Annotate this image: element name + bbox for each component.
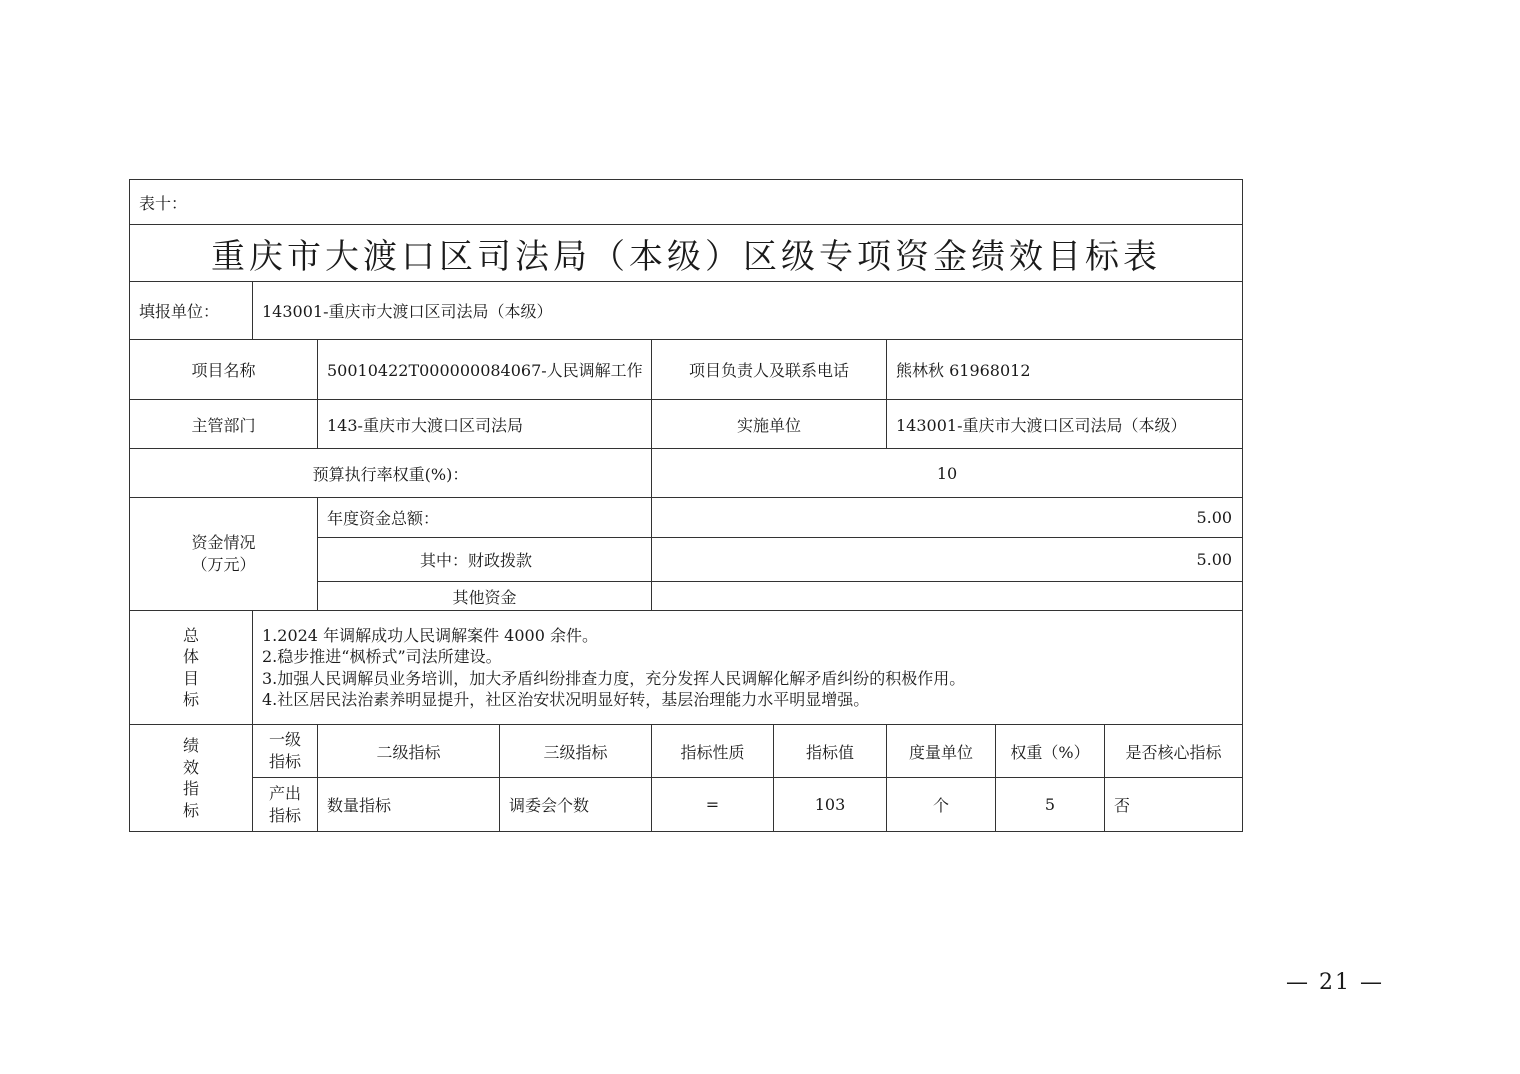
indicator-char: 标 [182, 800, 199, 820]
funds-other-value [652, 582, 1243, 611]
row-weight: 5 [996, 778, 1105, 832]
row-level1-line1: 产出 [268, 783, 301, 803]
budget-rate-value: 10 [652, 449, 1243, 498]
row-level1-line2: 指标 [268, 805, 301, 825]
budget-rate-label: 预算执行率权重(%)： [130, 449, 652, 498]
goal-char: 体 [182, 647, 199, 666]
dept-value: 143-重庆市大渡口区司法局 [318, 400, 652, 449]
goal-char: 标 [182, 690, 199, 709]
performance-target-table [129, 179, 1243, 832]
goal-line: 3.加强人民调解员业务培训，加大矛盾纠纷排查力度，充分发挥人民调解化解矛盾纠纷的积极作用。 [262, 668, 966, 688]
page-number: — 21 — [1286, 970, 1384, 995]
indicators-label [130, 725, 253, 832]
header-core: 是否核心指标 [1105, 725, 1243, 778]
goal-char: 总 [182, 625, 199, 645]
funds-fiscal-label: 其中：财政拨款 [318, 538, 652, 582]
funds-label-line1: 资金情况 [191, 533, 256, 552]
header-value: 指标值 [774, 725, 887, 778]
overall-goal-text [253, 611, 1243, 725]
row-level1 [253, 778, 318, 832]
funds-fiscal-value: 5.00 [652, 538, 1243, 582]
goal-line: 2.稳步推进“枫桥式”司法所建设。 [262, 647, 502, 666]
dept-label: 主管部门 [130, 400, 318, 449]
indicator-char: 指 [182, 779, 199, 798]
row-unit: 个 [887, 778, 996, 832]
impl-unit-label: 实施单位 [652, 400, 887, 449]
page-title: 重庆市大渡口区司法局（本级）区级专项资金绩效目标表 [130, 225, 1243, 282]
indicator-char: 绩 [182, 736, 199, 755]
reporting-unit-value: 143001-重庆市大渡口区司法局（本级） [253, 282, 1243, 340]
header-unit: 度量单位 [887, 725, 996, 778]
table-label: 表十： [130, 180, 1243, 225]
indicator-char: 效 [182, 757, 199, 777]
funds-total-label: 年度资金总额： [318, 498, 652, 538]
reporting-unit-label: 填报单位： [130, 282, 253, 340]
row-core: 否 [1105, 778, 1243, 832]
project-contact-label: 项目负责人及联系电话 [652, 340, 887, 400]
row-level2: 数量指标 [318, 778, 500, 832]
funds-label [130, 498, 318, 611]
header-level1-line1: 一级 [268, 730, 301, 749]
goal-line: 4.社区居民法治素养明显提升，社区治安状况明显好转，基层治理能力水平明显增强。 [262, 690, 870, 709]
header-level2: 二级指标 [318, 725, 500, 778]
header-level1-line2: 指标 [268, 752, 301, 771]
funds-other-label: 其他资金 [318, 582, 652, 611]
overall-goal-label [130, 611, 253, 725]
row-level3: 调委会个数 [500, 778, 652, 832]
project-name-label: 项目名称 [130, 340, 318, 400]
project-contact-value: 熊林秋 61968012 [887, 340, 1243, 400]
impl-unit-value: 143001-重庆市大渡口区司法局（本级） [887, 400, 1243, 449]
row-value: 103 [774, 778, 887, 832]
table-row [130, 778, 1243, 832]
funds-total-value: 5.00 [652, 498, 1243, 538]
row-nature: = [652, 778, 774, 832]
header-level1 [253, 725, 318, 778]
project-name-value: 50010422T000000084067-人民调解工作 [318, 340, 652, 400]
goal-line: 1.2024 年调解成功人民调解案件 4000 余件。 [262, 625, 598, 645]
header-level3: 三级指标 [500, 725, 652, 778]
goal-char: 目 [182, 668, 199, 688]
header-nature: 指标性质 [652, 725, 774, 778]
header-weight: 权重（%） [996, 725, 1105, 778]
funds-label-line2: （万元） [191, 555, 256, 574]
